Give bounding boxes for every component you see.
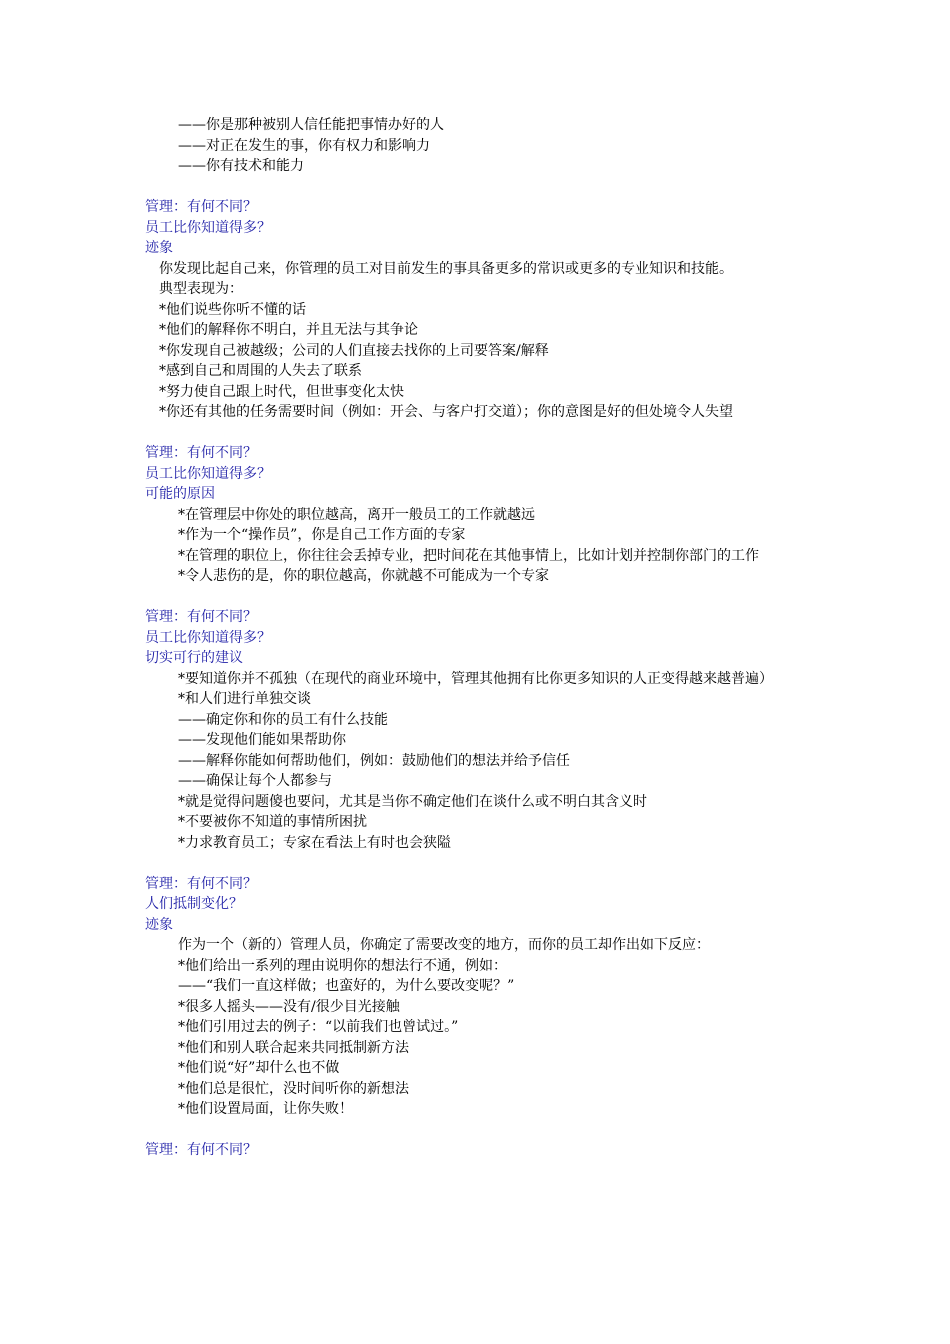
spacer	[145, 423, 815, 444]
section-topic: 迹象	[145, 240, 173, 256]
spacer	[145, 1120, 815, 1141]
section-heading: 管理：有何不同？	[145, 1142, 257, 1158]
section-heading: 管理：有何不同？	[145, 609, 257, 625]
list-item: ——确保让每个人都参与	[178, 773, 332, 789]
section-heading: 管理：有何不同？	[145, 199, 257, 215]
list-item: *他们说“好”却什么也不做	[178, 1060, 340, 1076]
list-item: *他们引用过去的例子：“以前我们也曾试过。”	[178, 1019, 459, 1035]
list-item: *很多人摇头——没有/很少目光接触	[178, 998, 400, 1015]
section-subheading: 员工比你知道得多？	[145, 465, 271, 482]
section-subheading: 员工比你知道得多？	[145, 219, 271, 236]
list-item: *你还有其他的任务需要时间（例如：开会、与客户打交道）；你的意图是好的但处境令人失望	[159, 404, 733, 420]
list-item: *他们给出一系列的理由说明你的想法行不通，例如：	[178, 957, 507, 974]
intro-line: ——你有技术和能力	[178, 158, 304, 174]
list-item: *他们设置局面，让你失败！	[178, 1101, 353, 1117]
intro-line: ——你是那种被别人信任能把事情办好的人	[178, 117, 444, 133]
list-item: *令人悲伤的是，你的职位越高，你就越不可能成为一个专家	[178, 568, 549, 584]
list-item: ——“我们一直这样做；也蛮好的，为什么要改变呢？”	[178, 978, 515, 994]
list-item: *不要被你不知道的事情所困扰	[178, 814, 367, 830]
list-item: *要知道你并不孤独（在现代的商业环境中，管理其他拥有比你更多知识的人正变得越来越普遍）	[178, 670, 773, 687]
list-item: *他们的解释你不明白，并且无法与其争论	[159, 322, 418, 338]
list-item: *就是觉得问题傻也要问，尤其是当你不确定他们在谈什么或不明白其含义时	[178, 793, 647, 810]
spacer	[145, 177, 815, 198]
list-item: *他们说些你听不懂的话	[159, 301, 306, 318]
list-item: 作为一个（新的）管理人员，你确定了需要改变的地方，而你的员工却作出如下反应：	[178, 937, 710, 953]
list-item: ——确定你和你的员工有什么技能	[178, 711, 388, 728]
list-item: *他们和别人联合起来共同抵制新方法	[178, 1039, 409, 1056]
list-item: *努力使自己跟上时代，但世事变化太快	[159, 383, 404, 400]
section-subheading: 员工比你知道得多？	[145, 629, 271, 646]
list-item: *感到自己和周围的人失去了联系	[159, 363, 362, 379]
list-item: ——解释你能如何帮助他们，例如：鼓励他们的想法并给予信任	[178, 752, 570, 769]
list-item: *你发现自己被越级；公司的人们直接去找你的上司要答案/解释	[159, 342, 549, 359]
document-page	[145, 115, 815, 1161]
spacer	[145, 853, 815, 874]
list-item: *他们总是很忙，没时间听你的新想法	[178, 1080, 409, 1097]
paragraph: 你发现比起自己来，你管理的员工对目前发生的事具备更多的常识或更多的专业知识和技能。	[159, 260, 733, 277]
section-topic: 迹象	[145, 916, 173, 933]
section-subheading: 人们抵制变化？	[145, 896, 243, 912]
list-item: *在管理的职位上，你往往会丢掉专业，把时间花在其他事情上，比如计划并控制你部门的工作	[178, 547, 759, 564]
section-topic: 切实可行的建议	[145, 650, 243, 666]
list-item: ——发现他们能如果帮助你	[178, 732, 346, 748]
spacer	[145, 587, 815, 608]
section-heading: 管理：有何不同？	[145, 875, 257, 892]
list-item: *作为一个“操作员”，你是自己工作方面的专家	[178, 527, 466, 543]
section-heading: 管理：有何不同？	[145, 445, 257, 461]
list-item: *和人们进行单独交谈	[178, 691, 311, 707]
intro-line: ——对正在发生的事，你有权力和影响力	[178, 137, 430, 154]
list-item: *力求教育员工；专家在看法上有时也会狭隘	[178, 834, 451, 851]
paragraph: 典型表现为：	[159, 281, 243, 297]
section-topic: 可能的原因	[145, 486, 215, 502]
list-item: *在管理层中你处的职位越高，离开一般员工的工作就越远	[178, 506, 535, 523]
